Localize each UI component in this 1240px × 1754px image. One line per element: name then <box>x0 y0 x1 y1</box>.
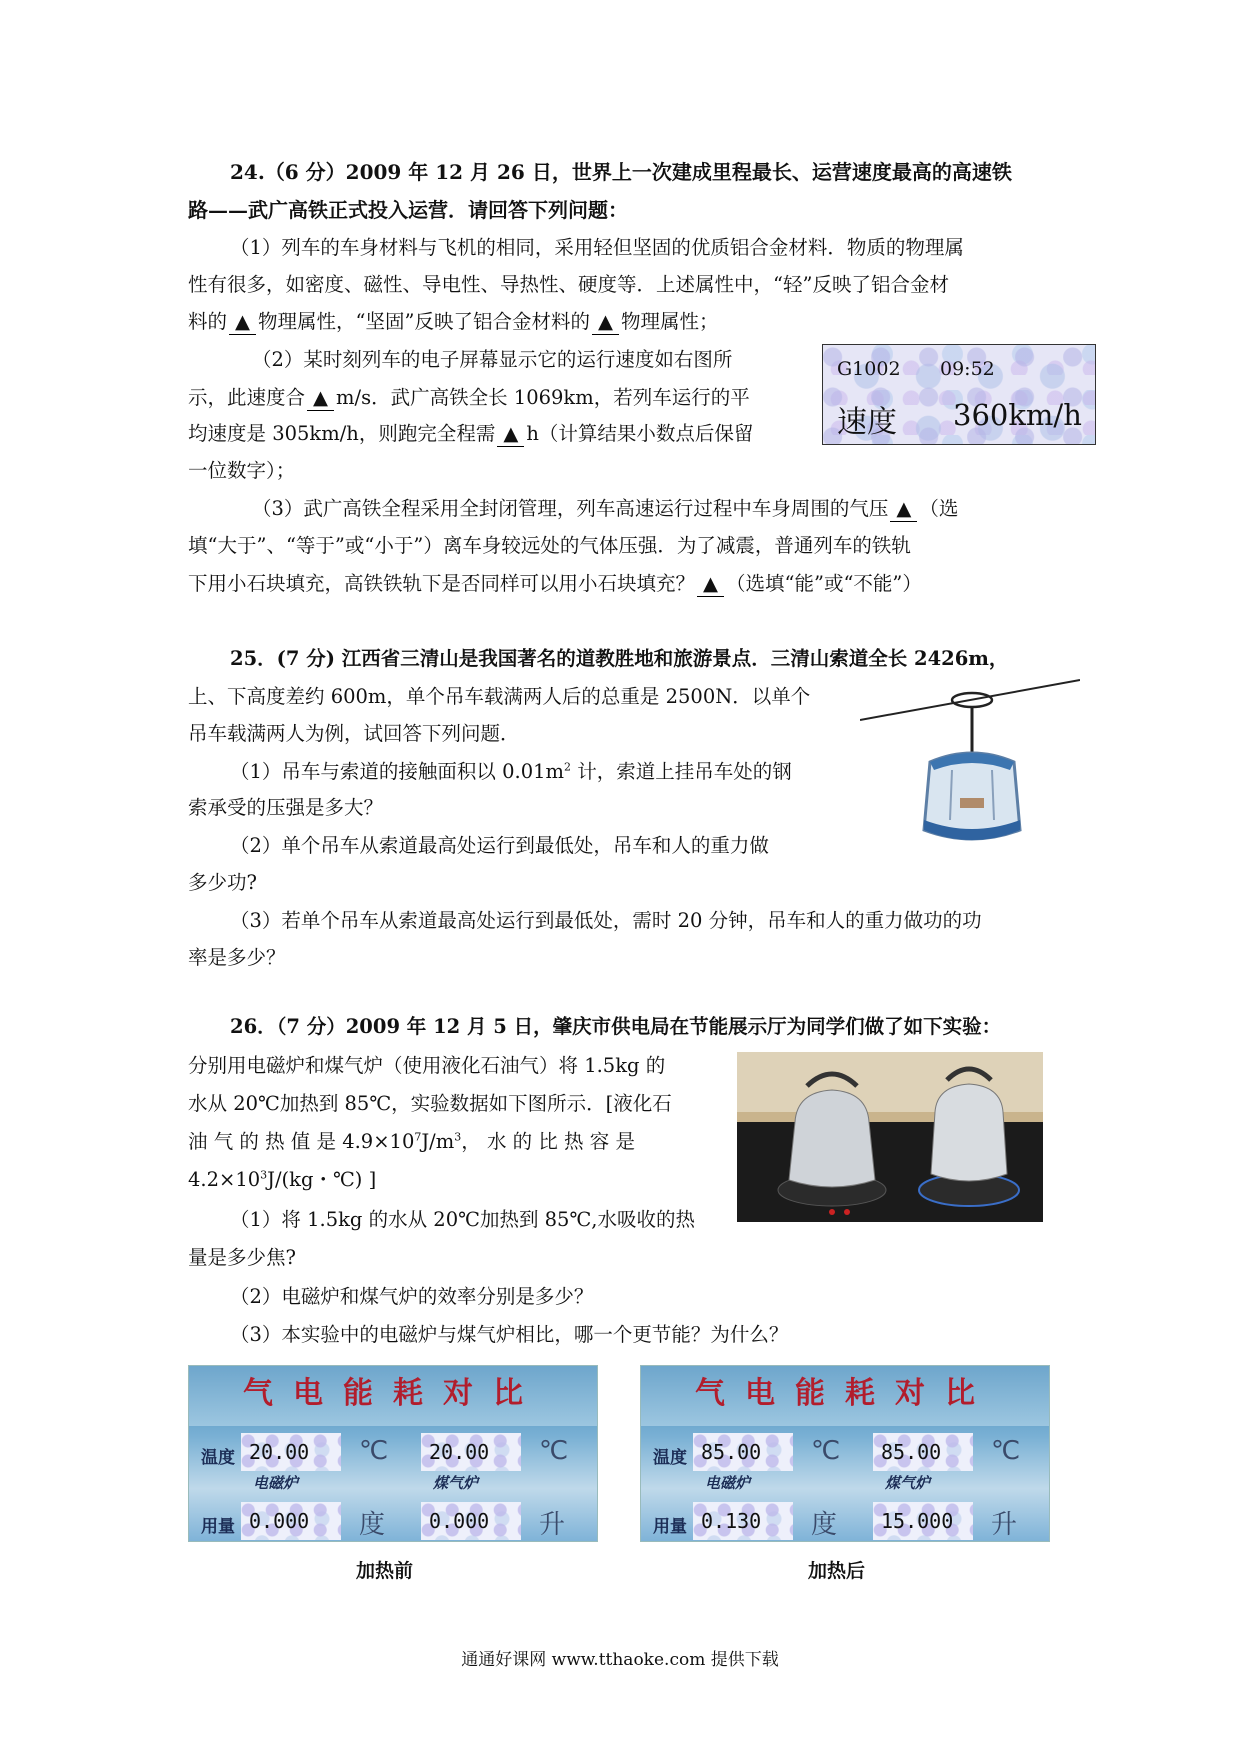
q26-part2: （2）电磁炉和煤气炉的效率分别是多少？ <box>230 1285 594 1308</box>
speed-label: 速度 <box>837 405 897 440</box>
text: J/(kg・℃) ] <box>267 1168 377 1191</box>
superscript: 3 <box>260 1168 268 1182</box>
kwh-unit: 度 <box>359 1510 386 1540</box>
temp-unit: ℃ <box>359 1436 389 1466</box>
temp-unit: ℃ <box>539 1436 569 1466</box>
answer-blank: ▲ <box>229 310 256 335</box>
q26-heading: 26．（7 分）2009 年 12 月 5 日，肇庆市供电局在节能展示厅为同学们做了如下实验： <box>230 1015 1002 1038</box>
train-speed-display <box>822 344 1096 445</box>
q24-part3-line3 <box>188 572 922 597</box>
q26-part1-line2: 量是多少焦? <box>188 1246 296 1269</box>
energy-panel-before <box>188 1365 598 1542</box>
text: 计，索道上挂吊车处的钢 <box>571 760 792 783</box>
q24-part2-line4: 一位数字）； <box>188 459 296 482</box>
induction-kettle <box>789 1090 875 1187</box>
q25-part3-line1: （3）若单个吊车从索道最高处运行到最低处，需时 20 分钟，吊车和人的重力做功的功 <box>230 909 982 932</box>
liter-unit: 升 <box>991 1510 1018 1540</box>
text: ， 水 的 比 热 容 是 <box>461 1130 635 1153</box>
text: h（计算结果小数点后保留 <box>526 422 754 445</box>
answer-blank: ▲ <box>697 572 724 597</box>
q26-line5 <box>188 1168 376 1192</box>
gas-temp-value: 20.00 <box>421 1433 521 1471</box>
train-code: G1002 <box>837 358 901 380</box>
q24-part2-line3 <box>188 422 753 447</box>
q25-line2: 上、下高度差约 600m，单个吊车载满两人后的总重是 2500N．以单个 <box>188 685 811 708</box>
usage-label: 用量 <box>201 1517 235 1537</box>
q25-part1-line2: 索承受的压强是多大？ <box>188 796 384 819</box>
induction-usage-value: 0.000 <box>241 1502 341 1540</box>
induction-temp-value: 85.00 <box>693 1433 793 1471</box>
answer-blank: ▲ <box>890 497 917 522</box>
q25-part2-line1: （2）单个吊车从索道最高处运行到最低处，吊车和人的重力做 <box>230 834 769 857</box>
superscript: 7 <box>414 1130 422 1144</box>
superscript: 2 <box>564 760 572 774</box>
q24-part2-line1: （2）某时刻列车的电子屏幕显示它的运行速度如右图所 <box>252 348 733 371</box>
text: 均速度是 305km/h，则跑完全程需 <box>188 422 496 445</box>
induction-temp-value: 20.00 <box>241 1433 341 1471</box>
gas-usage-value: 0.000 <box>421 1502 521 1540</box>
text: （3）武广高铁全程采用全封闭管理，列车高速运行过程中车身周围的气压 <box>252 497 889 520</box>
q25-line3: 吊车载满两人为例，试回答下列问题． <box>188 722 520 745</box>
gas-usage-value: 15.000 <box>873 1502 973 1540</box>
q24-part2-line2 <box>188 386 750 411</box>
caption-before: 加热前 <box>356 1560 414 1582</box>
kwh-unit: 度 <box>811 1510 838 1540</box>
text: 物理属性，“坚固”反映了铝合金材料的 <box>258 310 590 333</box>
temperature-label: 温度 <box>653 1448 687 1468</box>
answer-blank: ▲ <box>307 386 334 411</box>
q25-part2-line2: 多少功? <box>188 871 257 894</box>
text: 料的 <box>188 310 228 333</box>
temperature-label: 温度 <box>201 1448 235 1468</box>
gas-label: 煤气炉 <box>433 1474 479 1492</box>
induction-label: 电磁炉 <box>705 1474 751 1492</box>
induction-label: 电磁炉 <box>253 1474 299 1492</box>
text: （选 <box>919 497 959 520</box>
text: 25．(7 分) 江西省三清山是我国著名的道教胜地和旅游景点．三清山索道全长 2426m， <box>230 647 1009 670</box>
text: m/s．武广高铁全长 1069km，若列车运行的平 <box>336 386 750 409</box>
text: 4.2×10 <box>188 1168 261 1191</box>
q24-part1-line1: （1）列车的车身材料与飞机的相同，采用轻但坚固的优质铝合金材料．物质的物理属 <box>230 236 964 259</box>
q26-part3: （3）本实验中的电磁炉与煤气炉相比，哪一个更节能？为什么？ <box>230 1323 789 1346</box>
text: 物理属性； <box>620 310 719 333</box>
q26-line3: 水从 20℃加热到 85℃，实验数据如下图所示．[液化石 <box>188 1092 672 1115</box>
temp-unit: ℃ <box>991 1436 1021 1466</box>
answer-blank: ▲ <box>592 310 619 335</box>
text: 示，此速度合 <box>188 386 306 409</box>
q25-part3-line2: 率是多少？ <box>188 946 286 969</box>
q24-part3-line2: 填“大于”、“等于”或“小于”）离车身较远处的气体压强．为了减震，普通列车的铁轨 <box>188 534 911 557</box>
liter-unit: 升 <box>539 1510 566 1540</box>
answer-blank: ▲ <box>497 422 524 447</box>
speed-value: 360km/h <box>953 398 1082 432</box>
q24-part3-line1 <box>252 497 958 522</box>
text: （选填“能”或“不能”） <box>726 572 922 595</box>
q24-heading-cont: 路——武广高铁正式投入运营．请回答下列问题： <box>188 198 628 222</box>
page-footer: 通通好课网 www.tthaoke.com 提供下载 <box>461 1650 779 1670</box>
text: 下用小石块填充，高铁铁轨下是否同样可以用小石块填充？ <box>188 572 696 595</box>
text: J/m <box>421 1130 455 1153</box>
induction-usage-value: 0.130 <box>693 1502 793 1540</box>
caption-after: 加热后 <box>808 1560 866 1582</box>
cable-line <box>860 680 1080 720</box>
q25-part1-line1 <box>230 760 792 784</box>
q24-heading: 24.（6 分）2009 年 12 月 26 日，世界上一次建成里程最长、运营速度最高的高速铁 <box>230 160 1012 184</box>
cable-car-illustration <box>860 670 1080 870</box>
superscript: 3 <box>454 1130 462 1144</box>
gas-kettle <box>931 1084 1007 1181</box>
panel-title: 气电能耗对比 <box>189 1366 597 1426</box>
q26-line4 <box>188 1130 635 1154</box>
stove-kettle-photo <box>737 1052 1043 1222</box>
panel-title: 气电能耗对比 <box>641 1366 1049 1426</box>
gas-temp-value: 85.00 <box>873 1433 973 1471</box>
q24-part1-line3 <box>188 310 718 335</box>
q24-part1-line2: 性有很多，如密度、磁性、导电性、导热性、硬度等．上述属性中，“轻”反映了铝合金材 <box>188 273 949 296</box>
q25-heading <box>230 647 1008 671</box>
text: 油 气 的 热 值 是 4.9×10 <box>188 1130 415 1153</box>
gas-label: 煤气炉 <box>885 1474 931 1492</box>
display-time: 09:52 <box>940 358 995 380</box>
temp-unit: ℃ <box>811 1436 841 1466</box>
energy-panel-after <box>640 1365 1050 1542</box>
usage-label: 用量 <box>653 1517 687 1537</box>
q26-line2: 分别用电磁炉和煤气炉（使用液化石油气）将 1.5kg 的 <box>188 1054 666 1077</box>
gondola-seat <box>960 798 984 808</box>
q26-part1-line1: （1）将 1.5kg 的水从 20℃加热到 85℃,水吸收的热 <box>230 1208 695 1231</box>
text: （1）吊车与索道的接触面积以 0.01m <box>230 760 565 783</box>
